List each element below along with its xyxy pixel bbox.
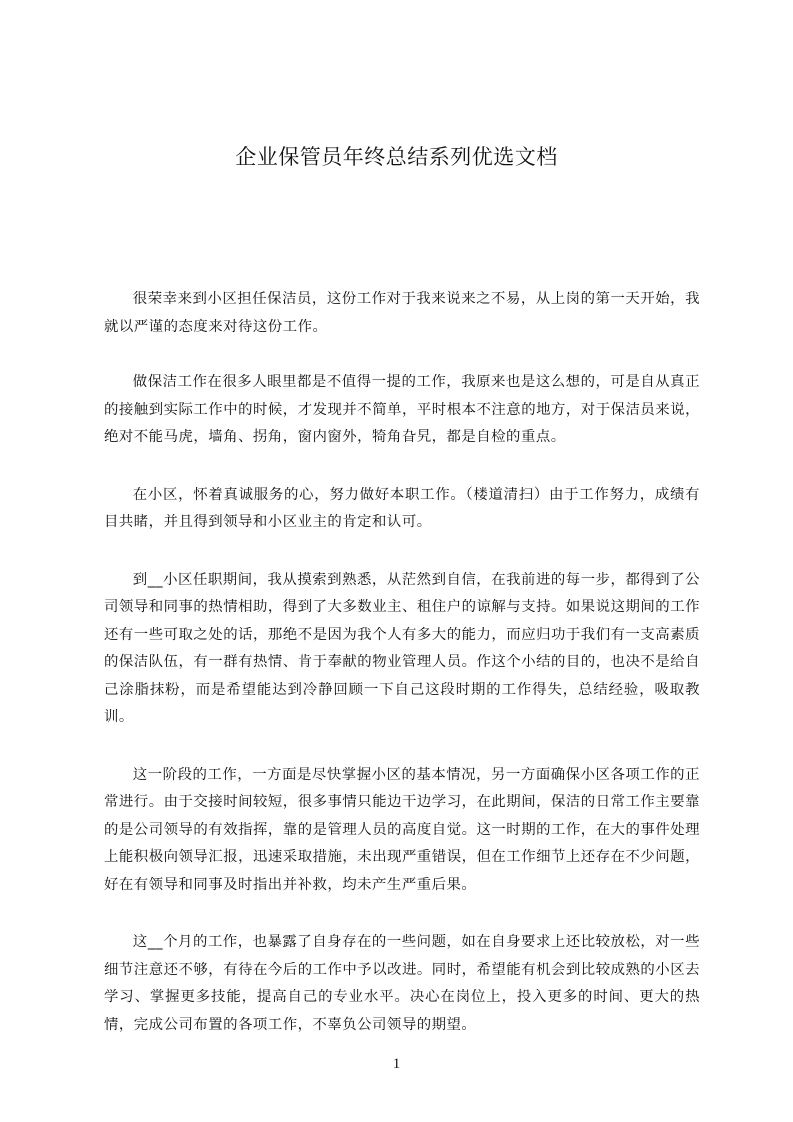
document-title: 企业保管员年终总结系列优选文档 — [235, 145, 558, 169]
paragraph-1: 很荣幸来到小区担任保洁员，这份工作对于我来说来之不易，从上岗的第一天开始，我就以严谨的态度来对待这份工作。 — [104, 291, 700, 335]
paragraph-4: 到__小区任职期间，我从摸索到熟悉，从茫然到自信，在我前进的每一步，都得到了公司领导和同事的热情相助，得到了大多数业主、租住户的谅解与支持。如果说这期间的工作还有一些可取之处的话，那绝不是因为我个人有多大的能力，而应归功于我们有一支高素质的保洁队伍，有一群有热情、肯于奉献的物业管理人员。作这个小结的目的，也决不是给自己涂脂抹粉，而是希望能达到冷静回顾一下自己这段时期的工作得失，总结经验，吸取教训。 — [104, 571, 700, 725]
paragraph-5: 这一阶段的工作，一方面是尽快掌握小区的基本情况，另一方面确保小区各项工作的正常进行。由于交接时间较短，很多事情只能边干边学习，在此期间，保洁的日常工作主要靠的是公司领导的有效指挥，靠的是管理人员的高度自觉。这一时期的工作，在大的事件处理上能积极向领导汇报，迅速采取措施，未出现严重错误，但在工作细节上还存在不少问题，好在有领导和同事及时指出并补救，均未产生严重后果。 — [104, 766, 700, 893]
page-number: 1 — [392, 1056, 401, 1072]
paragraph-3: 在小区，怀着真诚服务的心，努力做好本职工作。（楼道清扫）由于工作努力，成绩有目共睹，并且得到领导和小区业主的肯定和认可。 — [104, 486, 700, 530]
paragraph-2: 做保洁工作在很多人眼里都是不值得一提的工作，我原来也是这么想的，可是自从真正的接触到实际工作中的时候，才发现并不简单，平时根本不注意的地方，对于保洁员来说，绝对不能马虎，墙角、拐角，窗内窗外，犄角旮旯，都是自检的重点。 — [104, 374, 700, 445]
document-body — [104, 286, 700, 1069]
paragraph-6: 这__个月的工作，也暴露了自身存在的一些问题，如在自身要求上还比较放松，对一些细节注意还不够，有待在今后的工作中予以改进。同时，希望能有机会到比较成熟的小区去学习、掌握更多技能，提高自己的专业水平。决心在岗位上，投入更多的时间、更大的热情，完成公司布置的各项工作，不辜负公司领导的期望。 — [104, 934, 700, 1033]
